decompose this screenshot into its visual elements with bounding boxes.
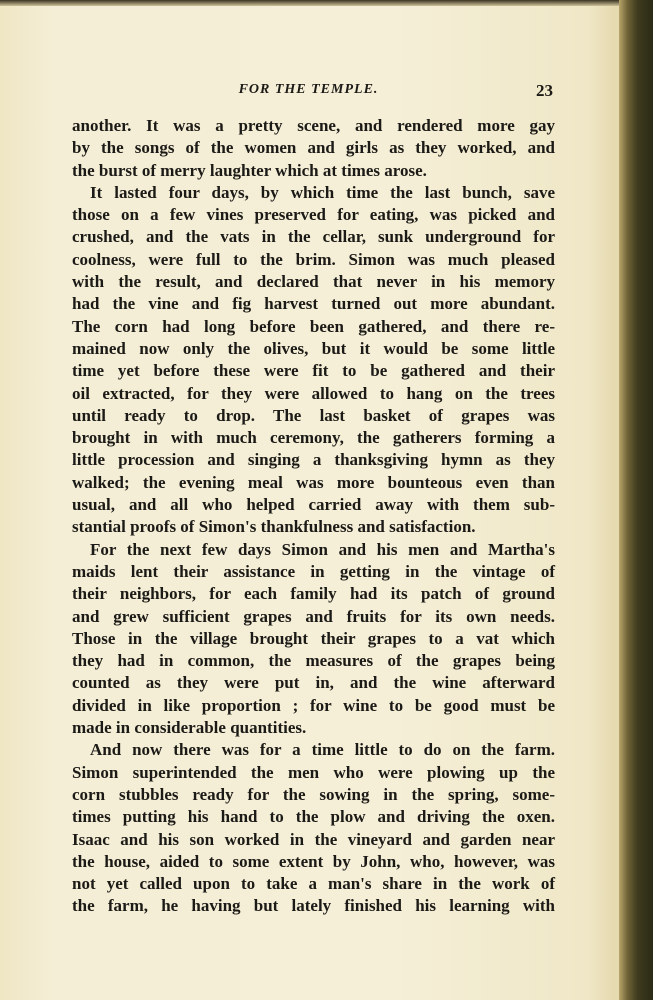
text-line: with the result, and declared that never in his memory <box>72 272 555 292</box>
page-top-edge <box>0 0 653 6</box>
text-line: they had in common, the measures of the grapes being <box>72 651 555 671</box>
text-line: Simon superintended the men who were plowing up the <box>72 762 555 782</box>
text-line: The corn had long before been gathered, and there re- <box>72 316 555 336</box>
text-line: the burst of merry laughter which at times arose. <box>72 160 427 180</box>
text-line: the farm, he having but lately finished his learning with <box>72 896 555 916</box>
text-line: until ready to drop. The last basket of grapes was <box>72 405 555 425</box>
text-line: corn stubbles ready for the sowing in the spring, some- <box>72 784 555 804</box>
text-line: the house, aided to some extent by John, who, however, was <box>72 851 555 871</box>
text-line: little procession and singing a thanksgiving hymn as they <box>72 450 555 470</box>
text-line: by the songs of the women and girls as they worked, and <box>72 138 555 158</box>
text-line: coolness, were full to the brim. Simon was much pleased <box>72 249 555 269</box>
running-title: FOR THE TEMPLE. <box>238 82 379 97</box>
text-line: And now there was for a time little to do on the farm. <box>90 740 555 760</box>
text-line: times putting his hand to the plow and driving the oxen. <box>72 807 555 827</box>
text-line: another. It was a pretty scene, and rendered more gay <box>72 116 555 135</box>
text-line: and grew sufficient grapes and fruits for its own needs. <box>72 606 555 626</box>
text-line: brought in with much ceremony, the gatherers forming a <box>72 428 555 448</box>
text-line: maids lent their assistance in getting in the vintage of <box>72 561 555 581</box>
text-line: mained now only the olives, but it would be some little <box>72 338 555 358</box>
text-line: crushed, and the vats in the cellar, sunk underground for <box>72 227 555 247</box>
text-line: oil extracted, for they were allowed to hang on the trees <box>72 383 555 403</box>
text-line: divided in like proportion ; for wine to be good must be <box>72 695 555 715</box>
text-line: time yet before these were fit to be gathered and their <box>72 361 555 381</box>
page-number: 23 <box>536 81 553 100</box>
text-line: not yet called upon to take a man's share in the work of <box>72 874 555 894</box>
text-line: their neighbors, for each family had its patch of ground <box>72 584 555 604</box>
text-line: It lasted four days, by which time the last bunch, save <box>90 182 555 202</box>
body-text <box>72 115 555 918</box>
text-line: had the vine and fig harvest turned out more abundant. <box>72 294 555 314</box>
text-line: walked; the evening meal was more bounteous even than <box>72 472 555 492</box>
page-header <box>72 82 555 102</box>
text-line: Isaac and his son worked in the vineyard and garden near <box>72 829 555 849</box>
text-line: For the next few days Simon and his men and Martha's <box>90 539 555 559</box>
text-line: stantial proofs of Simon's thankfulness and satisfaction. <box>72 517 476 537</box>
text-line: counted as they were put in, and the wine afterward <box>72 673 555 693</box>
text-line: made in considerable quantities. <box>72 718 307 738</box>
text-line: those on a few vines preserved for eating, was picked and <box>72 205 555 225</box>
book-binding-edge <box>619 0 653 1000</box>
text-line: Those in the village brought their grapes to a vat which <box>72 628 555 648</box>
text-line: usual, and all who helped carried away with them sub- <box>72 495 555 515</box>
